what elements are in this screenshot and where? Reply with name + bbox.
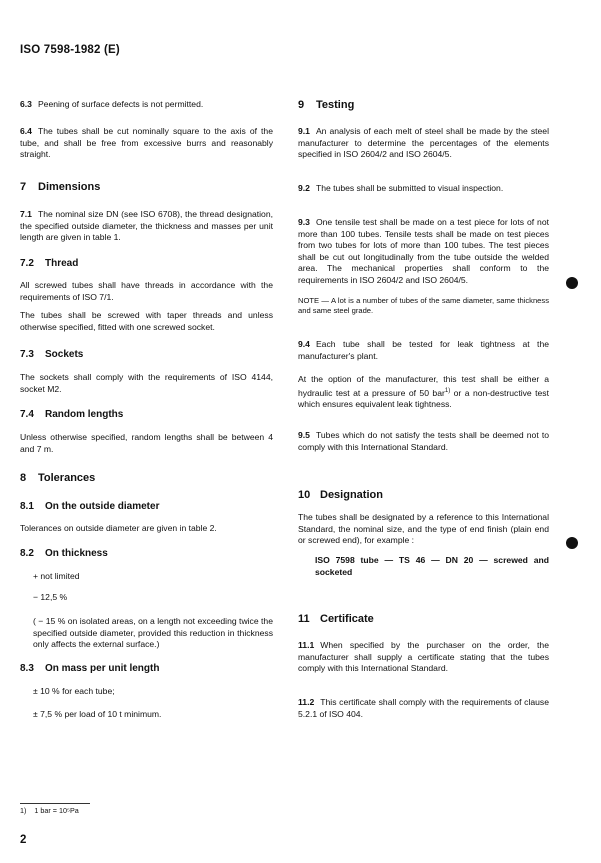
paragraph: The tubes shall be screwed with taper threads and unless otherwise specified, fitted with one screwed socket.: [20, 310, 273, 332]
footnote: [20, 806, 79, 815]
subsection-heading-7-2: [20, 258, 78, 269]
clause-number: 6.4: [20, 126, 32, 136]
section-title: Designation: [320, 489, 383, 501]
clause-6-3: [20, 99, 273, 111]
paragraph: All screwed tubes shall have threads in accordance with the requirements of ISO 7/1.: [20, 280, 273, 302]
section-number: 8: [20, 472, 27, 484]
clause-text: One tensile test shall be made on a test piece for lots of not more than 100 tubes. Tensile tests shall be made on test pieces from two tubes for lots of more than 100 tubes. The test pieces shall be cut out longitudinally from the tube outside the welded area. The mechanical properties shall conform to the requirements in ISO 2604/2 and ISO 2604/5.: [298, 217, 549, 285]
subsection-title: Sockets: [45, 349, 84, 360]
clause-9-3: [298, 217, 549, 287]
paragraph: [298, 374, 549, 411]
clause-text: The nominal size DN (see ISO 6708), the thread designation, the specified outside diameter, the thickness and masses per unit length are given in table 1.: [20, 209, 273, 243]
clause-text: Tubes which do not satisfy the tests shall be deemed not to comply with this International Standard.: [298, 430, 549, 452]
section-heading-8: [20, 472, 95, 484]
subsection-title: Thread: [45, 258, 79, 269]
clause-6-4: [20, 126, 273, 161]
subsection-heading-7-4: [20, 409, 123, 420]
clause-11-1: [298, 640, 549, 675]
clause-text: This certificate shall comply with the requirements of clause 5.2.1 of ISO 404.: [298, 697, 549, 719]
clause-number: 9.4: [298, 339, 310, 349]
paragraph: The sockets shall comply with the requirements of ISO 4144, socket M2.: [20, 372, 273, 394]
clause-9-1: [298, 126, 549, 161]
clause-11-2: [298, 697, 549, 720]
clause-number: 9.1: [298, 126, 310, 136]
bullet-dot-icon: [566, 277, 578, 289]
bullet-dot-icon: [566, 537, 578, 549]
section-number: 7: [20, 181, 27, 193]
subsection-title: Random lengths: [45, 409, 124, 420]
clause-text: When specified by the purchaser on the order, the manufacturer shall supply a certificate stating that the tubes comply with this International Standard.: [298, 640, 549, 674]
section-number: 11: [298, 613, 310, 625]
clause-number: 9.3: [298, 217, 310, 227]
clause-text: Peening of surface defects is not permitted.: [37, 99, 204, 109]
tolerance-minus: − 12,5 %: [33, 592, 68, 602]
section-heading-10: [298, 489, 383, 501]
footnote-mark: 1): [20, 806, 27, 815]
section-title: Dimensions: [38, 181, 101, 193]
document-header: ISO 7598-1982 (E): [20, 44, 120, 56]
section-heading-9: [298, 99, 354, 111]
subsection-heading-7-3: [20, 349, 83, 360]
clause-text: Each tube shall be tested for leak tightness at the manufacturer's plant.: [298, 339, 549, 361]
section-heading-7: [20, 181, 100, 193]
subsection-number: 7.2: [20, 258, 34, 269]
designation-example: ISO 7598 tube — TS 46 — DN 20 — screwed and socketed: [315, 555, 549, 577]
subsection-number: 7.3: [20, 349, 34, 360]
page-number: 2: [20, 834, 27, 846]
note: NOTE — A lot is a number of tubes of the same diameter, same thickness and same steel grade.: [298, 296, 549, 316]
tolerance-note: ( − 15 % on isolated areas, on a length not exceeding twice the specified outside diameter, provided this reduction in thickness only affects the external surface.): [33, 616, 273, 650]
paragraph: Tolerances on outside diameter are given in table 2.: [20, 523, 217, 533]
clause-number: 9.2: [298, 183, 310, 193]
section-title: Testing: [316, 99, 355, 111]
section-number: 9: [298, 99, 305, 111]
subsection-number: 8.1: [20, 501, 34, 512]
subsection-title: On the outside diameter: [45, 501, 160, 512]
clause-number: 9.5: [298, 430, 310, 440]
paragraph: The tubes shall be designated by a reference to this International Standard, the nominal size, and the type of end finish (plain end or screwed end), for example :: [298, 512, 549, 546]
clause-text: The tubes shall be cut nominally square to the axis of the tube, and shall be free from excessive burrs and reasonably straight.: [20, 126, 273, 160]
subsection-number: 8.3: [20, 663, 34, 674]
clause-number: 6.3: [20, 99, 32, 109]
subsection-title: On thickness: [45, 548, 108, 559]
footnote-ref: 1): [444, 387, 451, 394]
footnote-divider: [20, 803, 90, 804]
clause-9-5: [298, 430, 549, 453]
footnote-text: 1 bar = 10⁵Pa: [34, 806, 79, 815]
subsection-heading-8-2: [20, 548, 108, 559]
subsection-heading-8-3: [20, 663, 159, 674]
subsection-title: On mass per unit length: [45, 663, 160, 674]
clause-number: 11.2: [298, 697, 315, 707]
text-part: or a non-destructive test which ensures equivalent leak tightness.: [298, 387, 549, 410]
clause-text: The tubes shall be submitted to visual inspection.: [315, 183, 504, 193]
mass-tolerance-each: ± 10 % for each tube;: [33, 686, 115, 696]
clause-9-2: [298, 183, 549, 195]
subsection-number: 7.4: [20, 409, 34, 420]
section-number: 10: [298, 489, 311, 501]
section-title: Tolerances: [38, 472, 96, 484]
clause-7-1: [20, 209, 273, 244]
clause-number: 11.1: [298, 640, 315, 650]
subsection-number: 8.2: [20, 548, 34, 559]
section-heading-11: [298, 613, 374, 625]
section-title: Certificate: [320, 613, 374, 625]
text-part: At the option of the manufacturer, this test shall be either a hydraulic test at a pressure of 50 bar: [298, 374, 549, 398]
clause-number: 7.1: [20, 209, 32, 219]
mass-tolerance-load: ± 7,5 % per load of 10 t minimum.: [33, 709, 162, 719]
subsection-heading-8-1: [20, 501, 159, 512]
tolerance-plus: + not limited: [33, 571, 80, 581]
clause-text: An analysis of each melt of steel shall be made by the steel manufacturer to determine the percentages of the elements specified in ISO 2604/2 and ISO 2604/5.: [298, 126, 549, 160]
paragraph: Unless otherwise specified, random lengths shall be between 4 and 7 m.: [20, 432, 273, 454]
clause-9-4: [298, 339, 549, 362]
